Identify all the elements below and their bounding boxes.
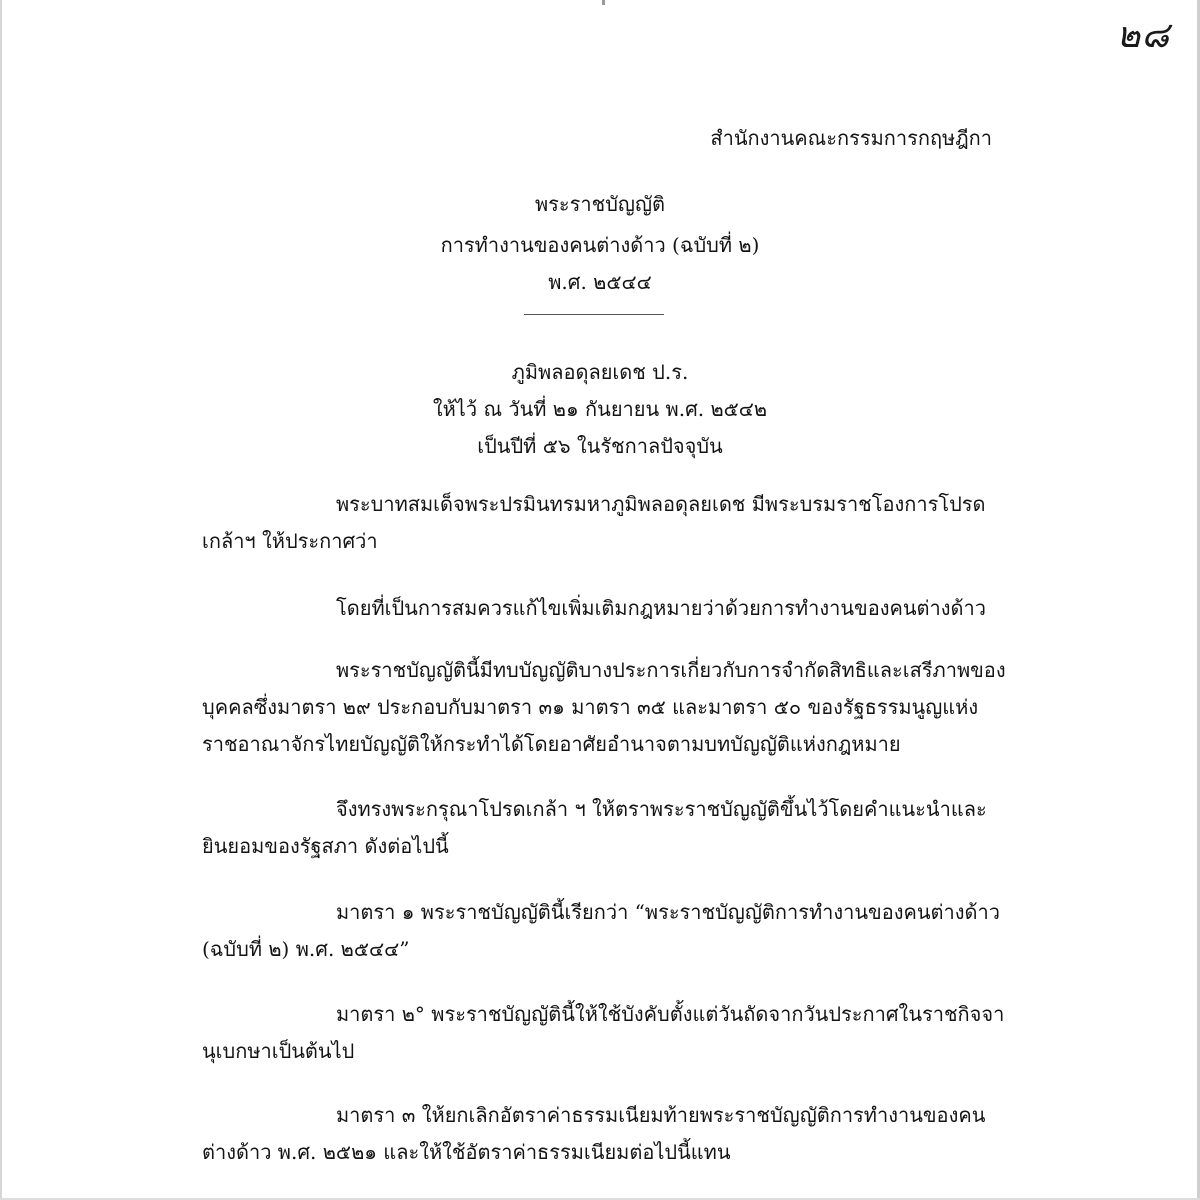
scan-speck xyxy=(602,0,605,5)
enactment-paragraph xyxy=(202,791,1002,865)
page-number: ๒๘ xyxy=(1116,15,1170,56)
section-1-paragraph xyxy=(202,894,1002,968)
paragraph-line: มาตรา ๑ พระราชบัญญัตินี้เรียกว่า “พระราชบัญญัติการทำงานของคนต่างด้าว xyxy=(336,900,1000,924)
section-2-paragraph xyxy=(202,996,1005,1070)
title-line-2: การทำงานของคนต่างด้าว (ฉบับที่ ๒) xyxy=(440,233,760,257)
paragraph-line: พระบาทสมเด็จพระปรมินทรมหาภูมิพลอดุลยเดช มีพระบรมราชโองการโปรด xyxy=(336,492,986,516)
paragraph-line: ยินยอมของรัฐสภา ดังต่อไปนี้ xyxy=(202,834,449,858)
paragraph-line: มาตรา ๓ ให้ยกเลิกอัตราค่าธรรมเนียมท้ายพระราชบัญญัติการทำงานของคน xyxy=(336,1103,986,1127)
given-date-line: ให้ไว้ ณ วันที่ ๒๑ กันยายน พ.ศ. ๒๕๔๒ xyxy=(432,397,768,421)
title-divider xyxy=(524,314,664,315)
rationale-paragraph xyxy=(202,590,1002,627)
title-line-1: พระราชบัญญัติ xyxy=(535,192,665,216)
paragraph-line: ต่างด้าว พ.ศ. ๒๕๒๑ และให้ใช้อัตราค่าธรรมเนียมต่อไปนี้แทน xyxy=(202,1140,731,1164)
title-line-3: พ.ศ. ๒๕๔๔ xyxy=(548,270,652,294)
king-signature-line: ภูมิพลอดุลยเดช ป.ร. xyxy=(511,360,689,384)
reign-year-line: เป็นปีที่ ๕๖ ในรัชกาลปัจจุบัน xyxy=(477,434,723,458)
office-name: สำนักงานคณะกรรมการกฤษฎีกา xyxy=(710,126,992,150)
paragraph-line: จึงทรงพระกรุณาโปรดเกล้า ฯ ให้ตราพระราชบัญญัติขึ้นไว้โดยคำแนะนำและ xyxy=(336,797,987,821)
paragraph-line: บุคคลซึ่งมาตรา ๒๙ ประกอบกับมาตรา ๓๑ มาตรา ๓๕ และมาตรา ๕๐ ของรัฐธรรมนูญแห่ง xyxy=(202,695,979,719)
rights-limitation-paragraph xyxy=(202,652,1006,763)
paragraph-line: พระราชบัญญัตินี้มีทบบัญญัติบางประการเกี่ยวกับการจำกัดสิทธิและเสรีภาพของ xyxy=(336,658,1006,682)
paragraph-line: เกล้าฯ ให้ประกาศว่า xyxy=(202,529,378,553)
preamble-paragraph xyxy=(202,486,1002,560)
paragraph-line: มาตรา ๒° พระราชบัญญัตินี้ให้ใช้บังคับตั้งแต่วันถัดจากวันประกาศในราชกิจจา xyxy=(336,1002,1005,1026)
paragraph-line: ราชอาณาจักรไทยบัญญัติให้กระทำได้โดยอาศัยอำนาจตามบทบัญญัติแห่งกฎหมาย xyxy=(202,732,901,756)
paragraph-line: โดยที่เป็นการสมควรแก้ไขเพิ่มเติมกฎหมายว่าด้วยการทำงานของคนต่างด้าว xyxy=(336,596,986,620)
scan-border-left xyxy=(0,0,2,1200)
paragraph-line: นุเบกษาเป็นต้นไป xyxy=(202,1039,355,1063)
section-3-paragraph xyxy=(202,1097,1002,1171)
paragraph-line: (ฉบับที่ ๒) พ.ศ. ๒๕๔๔” xyxy=(202,937,410,961)
